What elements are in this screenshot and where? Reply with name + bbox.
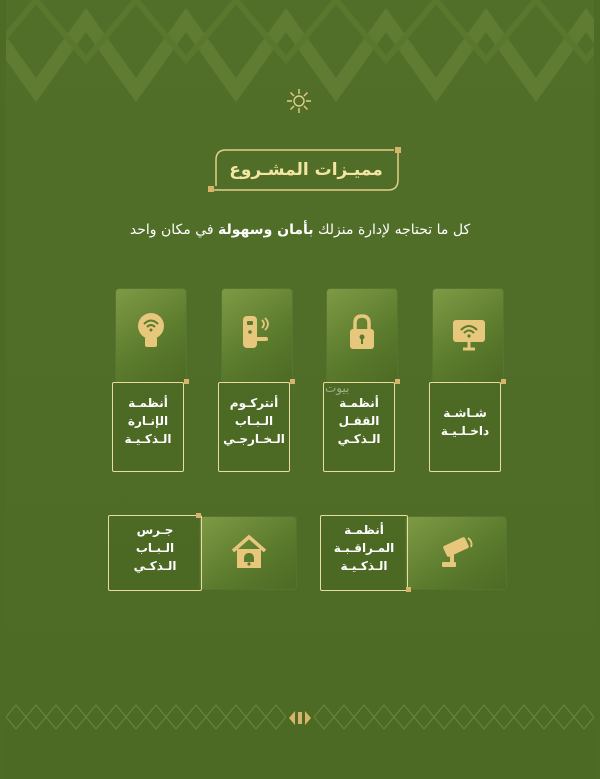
wifi-screen-icon bbox=[451, 317, 487, 353]
subtitle bbox=[0, 222, 600, 238]
feature-label-line-3: الـخـارجـي bbox=[223, 432, 285, 446]
feature-label-line-2: القفـل bbox=[338, 414, 380, 428]
corner-accent bbox=[290, 379, 295, 384]
feature-label-box bbox=[108, 515, 202, 591]
subtitle-part-1: كل ما تحتاجه لإدارة منزلك bbox=[313, 222, 471, 238]
page-frame bbox=[6, 0, 594, 779]
security-camera-icon bbox=[438, 535, 476, 573]
feature-label-line-3: الـذكـي bbox=[337, 432, 381, 446]
feature-label-line-2: المـراقـبـة bbox=[333, 541, 395, 555]
feature-label-line-1: أنتركـوم bbox=[229, 396, 279, 410]
feature-card-door-intercom bbox=[218, 289, 292, 475]
feature-card-smart-lighting bbox=[112, 289, 186, 475]
feature-card-indoor-screen bbox=[429, 289, 503, 475]
feature-icon-tile bbox=[200, 517, 296, 589]
feature-label-line-3: الـذكـيـة bbox=[340, 559, 388, 573]
feature-label-box bbox=[218, 382, 290, 472]
feature-icon-tile bbox=[406, 517, 506, 589]
feature-card-smart-doorbell bbox=[108, 515, 296, 595]
bottom-ornament-icon bbox=[287, 708, 313, 728]
corner-accent bbox=[196, 513, 201, 518]
feature-label-line-3: الـذكـيـة bbox=[124, 432, 172, 446]
corner-accent bbox=[406, 587, 411, 592]
subtitle-bold: بأمان وسهولة bbox=[218, 222, 314, 238]
feature-label-line-1: شـاشـة bbox=[443, 406, 487, 420]
sun-emblem-icon bbox=[284, 86, 314, 116]
feature-icon-tile bbox=[222, 289, 292, 382]
feature-icon-tile bbox=[116, 289, 186, 382]
corner-accent bbox=[184, 379, 189, 384]
corner-accent bbox=[395, 379, 400, 384]
feature-label-box bbox=[323, 382, 395, 472]
feature-label-line-2: الإنـارة bbox=[127, 414, 169, 428]
feature-label-line-3: الـذكـي bbox=[133, 559, 177, 573]
corner-accent bbox=[501, 379, 506, 384]
door-intercom-icon bbox=[240, 313, 276, 353]
watermark: بيوت bbox=[325, 381, 350, 395]
subtitle-part-2: في مكان واحد bbox=[129, 222, 219, 238]
smart-bulb-icon bbox=[134, 311, 168, 353]
feature-label-line-1: جـرس bbox=[136, 523, 174, 537]
feature-label-line-1: أنظمـة bbox=[128, 396, 168, 410]
page-title: مميـزات المشـروع bbox=[229, 160, 383, 180]
feature-icon-tile bbox=[327, 289, 397, 382]
feature-card-surveillance bbox=[320, 515, 508, 595]
padlock-icon bbox=[347, 313, 377, 351]
feature-label-line-2: داخـلـيـة bbox=[440, 424, 490, 438]
feature-icon-tile bbox=[433, 289, 503, 382]
feature-label-box bbox=[429, 382, 501, 472]
feature-label-line-1: أنظمـة bbox=[339, 396, 379, 410]
feature-label-line-2: الـبـاب bbox=[234, 414, 274, 428]
feature-label-box bbox=[112, 382, 184, 472]
feature-label-line-1: أنظمـة bbox=[344, 523, 384, 537]
smart-doorbell-icon bbox=[230, 533, 268, 571]
feature-label-box bbox=[320, 515, 408, 591]
feature-label-line-2: الـبـاب bbox=[135, 541, 175, 555]
